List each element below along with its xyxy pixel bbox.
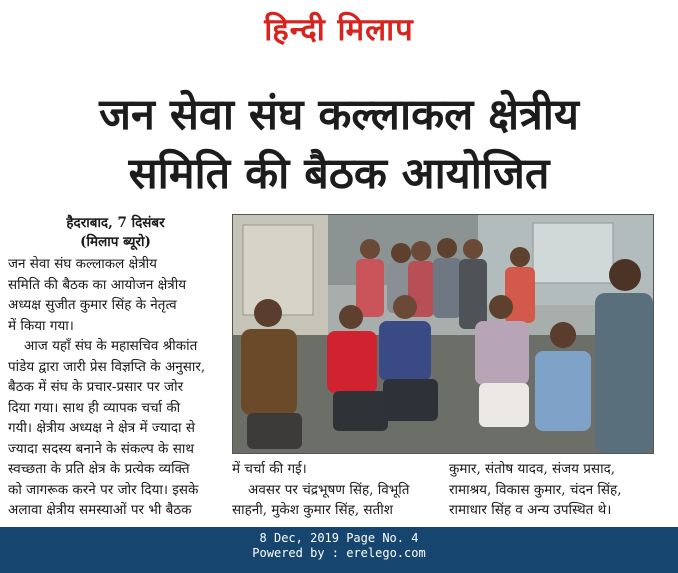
article-body-middle <box>232 459 438 521</box>
headline-line-2: समिति की बैठक आयोजित <box>128 149 550 199</box>
body-line: स्वच्छता के प्रति क्षेत्र के प्रत्येक व्यक्ति <box>8 461 190 477</box>
body-line: जन सेवा संघ कल्लाकल क्षेत्रीय <box>8 256 157 272</box>
body-line: बैठक में संघ के प्रचार-प्रसार पर जोर <box>8 379 184 395</box>
body-line: ज्यादा सदस्य बनाने के संकल्प के साथ <box>8 440 194 457</box>
footer-date-page: 8 Dec, 2019 Page No. 4 <box>259 531 419 545</box>
footer-powered-by: Powered by : erelego.com <box>252 546 426 560</box>
body-line: समिति की बैठक का आयोजन क्षेत्रीय <box>8 276 187 293</box>
dateline-source: (मिलाप ब्यूरो) <box>80 234 151 250</box>
body-line: साहनी, मुकेश कुमार सिंह, सतीश <box>232 502 393 518</box>
article-body-left <box>8 254 223 521</box>
footer-bar <box>0 527 678 573</box>
group-photo <box>232 214 654 454</box>
masthead-title: हिन्दी मिलाप <box>264 12 414 48</box>
dateline-place: हैदराबाद, 7 दिसंबर <box>66 215 165 231</box>
body-line: अध्यक्ष सुजीत कुमार सिंह के नेतृत्व <box>8 297 177 313</box>
body-line: अवसर पर चंद्रभूषण सिंह, विभूति <box>248 481 410 498</box>
body-line: कुमार, संतोष यादव, संजय प्रसाद, <box>449 461 616 477</box>
article-body-right <box>449 459 655 521</box>
body-line: पांडेय द्वारा जारी प्रेस विज्ञप्ति के अनुसार, <box>8 358 206 375</box>
body-line: आज यहाँ संघ के महासचिव श्रीकांत <box>24 338 198 354</box>
body-line: को जागरूक करने पर जोर दिया। इसके <box>8 481 199 498</box>
body-line: में चर्चा की गई। <box>232 461 307 477</box>
headline-line-1: जन सेवा संघ कल्लाकल क्षेत्रीय <box>99 90 579 140</box>
group-photo-illustration <box>233 215 653 453</box>
body-line: दिया गया। साथ ही व्यापक चर्चा की <box>8 399 181 416</box>
body-line: रामाधार सिंह व अन्य उपस्थित थे। <box>449 502 612 518</box>
body-line: रामाश्रय, विकास कुमार, चंदन सिंह, <box>449 481 622 498</box>
body-line: में किया गया। <box>8 317 74 334</box>
dateline <box>8 214 223 252</box>
body-line: अलावा क्षेत्रीय समस्याओं पर भी बैठक <box>8 502 192 518</box>
body-line: गयी। क्षेत्रीय अध्यक्ष ने क्षेत्र में ज्यादा से <box>8 420 195 436</box>
